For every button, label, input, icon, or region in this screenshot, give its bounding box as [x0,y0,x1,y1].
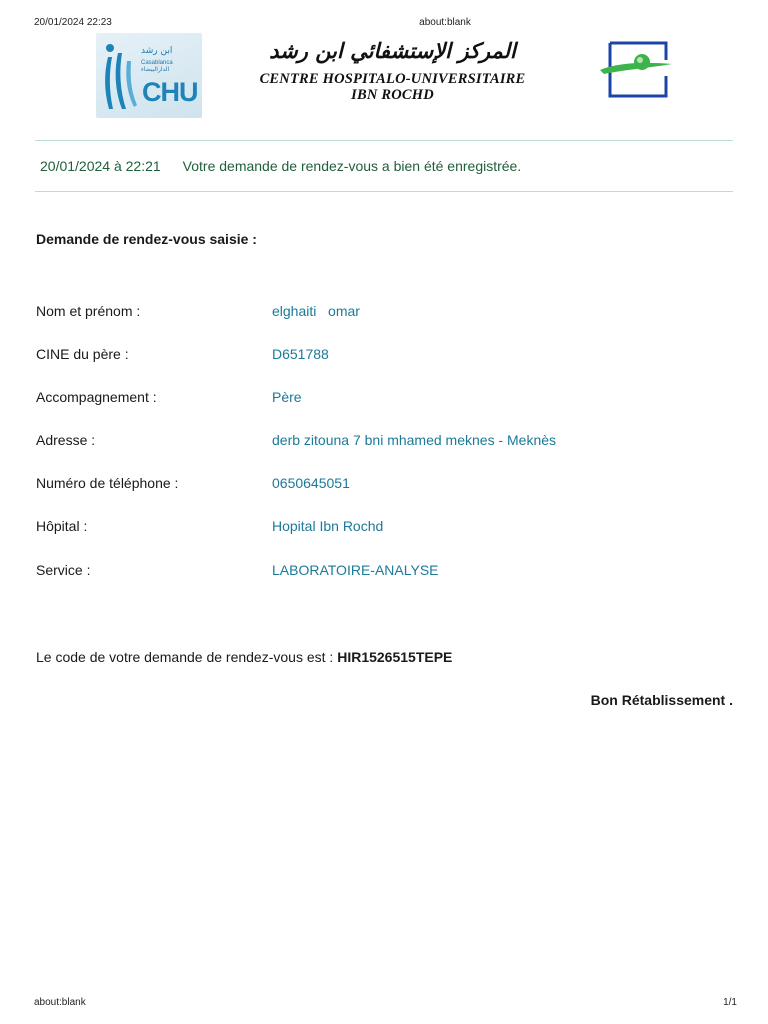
closing-message: Bon Rétablissement . [590,692,733,708]
field-value-hospital: Hopital Ibn Rochd [272,518,384,534]
divider-top [35,140,733,141]
hospital-title-arabic: المركز الإستشفائي ابن رشد [269,38,516,63]
hospital-title-french-line1: CENTRE HOSPITALO-UNIVERSITAIRE [259,71,526,87]
field-value-name: elghaiti omar [272,303,360,319]
chu-figure-icon [100,39,142,115]
field-label-hospital: Hôpital : [36,518,88,534]
ministry-logo-icon [598,40,674,100]
print-header [0,17,768,31]
appointment-code-line [36,649,452,665]
field-label-cine: CINE du père : [36,346,129,362]
confirmation-banner [40,158,521,174]
appointment-code: HIR1526515TEPE [337,649,453,665]
hospital-title [220,38,565,103]
print-page-count: 1/1 [723,997,737,1008]
field-label-address: Adresse : [36,432,96,448]
appointment-code-prefix: Le code de votre demande de rendez-vous est : [36,649,338,665]
logo-arabic-text: ابن رشد [141,46,173,56]
chu-logo [96,33,202,118]
field-label-phone: Numéro de téléphone : [36,475,179,491]
logo-city-text: Casablanca الدارالبيضاء [141,60,173,73]
confirmation-timestamp: 20/01/2024 à 22:21 [40,158,161,174]
divider-bottom [35,191,733,192]
field-label-accompaniment: Accompagnement : [36,389,157,405]
print-page-title: about:blank [419,17,471,28]
field-value-service: LABORATOIRE-ANALYSE [272,562,439,578]
section-title: Demande de rendez-vous saisie : [36,231,257,247]
field-value-accompaniment: Père [272,389,302,405]
field-label-name: Nom et prénom : [36,303,141,319]
field-label-service: Service : [36,562,91,578]
logo-chu-text: CHU [142,77,198,107]
field-value-address: derb zitouna 7 bni mhamed meknes - Meknès [272,432,557,448]
print-datetime: 20/01/2024 22:23 [34,17,112,28]
hospital-title-french [220,71,565,103]
field-value-phone: 0650645051 [272,475,350,491]
field-value-cine: D651788 [272,346,329,362]
print-footer-url: about:blank [34,997,86,1008]
confirmation-message: Votre demande de rendez-vous a bien été enregistrée. [182,158,522,174]
hospital-title-french-line2: IBN ROCHD [351,87,434,103]
